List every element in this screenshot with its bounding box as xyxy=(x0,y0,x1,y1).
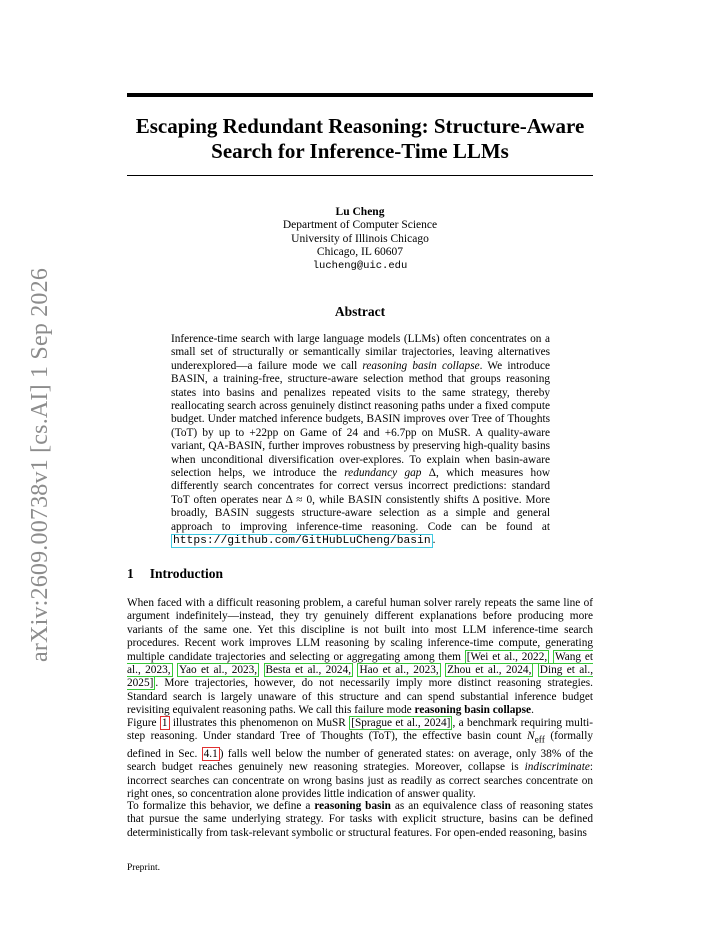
author-city: Chicago, IL 60607 xyxy=(316,246,404,259)
term-reasoning-basin: reasoning basin xyxy=(314,800,391,812)
citation-link[interactable]: Zhou et al., 2024, xyxy=(447,664,532,677)
title-top-rule xyxy=(127,93,593,97)
citation-link[interactable]: [Sprague et al., 2024] xyxy=(351,717,451,729)
section-number: 1 xyxy=(127,566,134,581)
citation-link[interactable]: Besta et al., 2024, xyxy=(265,664,352,677)
author-block xyxy=(127,206,593,273)
footer-preprint: Preprint. xyxy=(127,863,160,873)
citation-link[interactable]: Hao et al., 2023, xyxy=(359,664,439,677)
citation-link[interactable]: Yao et al., 2023, xyxy=(178,664,258,677)
abstract-term-collapse: reasoning basin collapse xyxy=(362,359,480,372)
citation-link[interactable]: Wang et al., 2023, xyxy=(127,650,593,677)
term-basin-collapse: reasoning basin collapse xyxy=(414,704,532,717)
section-heading-introduction xyxy=(127,566,223,582)
figure-ref-link[interactable]: 1 xyxy=(161,717,168,729)
math-n-eff: N xyxy=(527,730,535,743)
author-email[interactable]: lucheng@uic.edu xyxy=(312,259,408,272)
math-n-eff-subscript: eff xyxy=(534,735,545,746)
paper-title: Escaping Redundant Reasoning: Structure-Aware Search for Inference-Time LLMs xyxy=(135,114,585,163)
abstract-term-gap: redundancy gap xyxy=(344,467,422,480)
citation-link[interactable]: Ding et al., 2025] xyxy=(127,664,594,690)
author-department: Department of Computer Science xyxy=(282,219,438,232)
abstract-body: Inference-time search with large language models (LLMs) often concentrates on a small set of structurally or semantically similar trajectories, leaving alternatives underexplored—a failure mode we call reasoning basin collapse. We introduce BASIN, a training-free, structure-aware selection method that groups reasoning states into basins and penalizes repeated visits to the same strategy, thereby reallocating search across genuinely distinct reasoning paths under a fixed compute budget. Under matched inference budgets, BASIN improves over Tree of Thoughts (ToT) by up to +22pp on Game of 24 and +6.7pp on MuSR. A quality-aware variant, QA-BASIN, further improves robustness by preserving high-quality basins when unconditional diversification over-explores. To explain when basin-aware selection helps, we introduce the redundancy gap Δ, which measures how differently search concentrates for correct versus incorrect predictions: standard ToT often operates near Δ ≈ 0, while BASIN consistently shifts Δ positive. More broadly, BASIN suggests structure-aware selection as a simple and general approach to improving inference-time reasoning. Code can be found at https://github.com/GitHubLuCheng/basin . xyxy=(171,333,551,548)
abstract-heading: Abstract xyxy=(334,304,386,319)
term-indiscriminate: indiscriminate xyxy=(524,761,590,774)
citation-link[interactable]: [Wei et al., 2022, xyxy=(466,650,548,663)
code-url-link[interactable]: https://github.com/GitHubLuCheng/basin xyxy=(173,535,431,548)
author-name: Lu Cheng xyxy=(335,206,385,218)
intro-paragraph-3: To formalize this behavior, we define a reasoning basin as an equivalence class of reasoning states that pursue the same underlying strategy. For tasks with explicit structure, basins can be defined deterministically from task-relevant symbolic or structural features. For open-ended reasoning, basins xyxy=(127,800,593,839)
title-bottom-rule xyxy=(127,175,593,176)
section-title: Introduction xyxy=(149,566,224,581)
arxiv-identifier-stamp: arXiv:2609.00738v1 [cs.AI] 1 Sep 2026 xyxy=(27,267,53,662)
section-ref-link[interactable]: 4.1 xyxy=(203,748,218,761)
intro-paragraph-2: Figure 1 illustrates this phenomenon on MuSR [Sprague et al., 2024] , a benchmark requiring multi-step reasoning. Under standard Tree of Thoughts (ToT), the effective basin count $N_{eff}$ (formally defined in Sec. 4.1 ) falls well below the number of generated states: on average, only 38% of the search budget reaches genuinely new reasoning strategies. Moreover, collapse is indiscriminate: incorrect searches can concentrate on wrong basins just as readily as correct searches concentrate on right ones, so concentration alone provides little indication of answer quality. xyxy=(127,717,594,801)
author-university: University of Illinois Chicago xyxy=(291,232,429,245)
intro-paragraph-1: When faced with a difficult reasoning problem, a careful human solver rarely repeats the same line of argument indefinitely—instead, they try genuinely different explanations before producing more variants of the same one. Yet this discipline is not built into most LLM inference-time search procedures. Recent work improves LLM reasoning by scaling inference-time compute, generating multiple candidate trajectories and selecting or aggregating among them [Wei et al., 2022, Wang et al., 2023, Yao et al., 2023, Besta et al., 2024, Hao et al., 2023, Zhou et al., 2024, Ding et al., 2025] . More trajectories, however, do not necessarily imply more distinct reasoning strategies. Standard search is largely unaware of this structure and can spend substantial inference budget revisiting equivalent reasoning paths. We call this failure mode reasoning basin collapse. xyxy=(127,597,594,717)
